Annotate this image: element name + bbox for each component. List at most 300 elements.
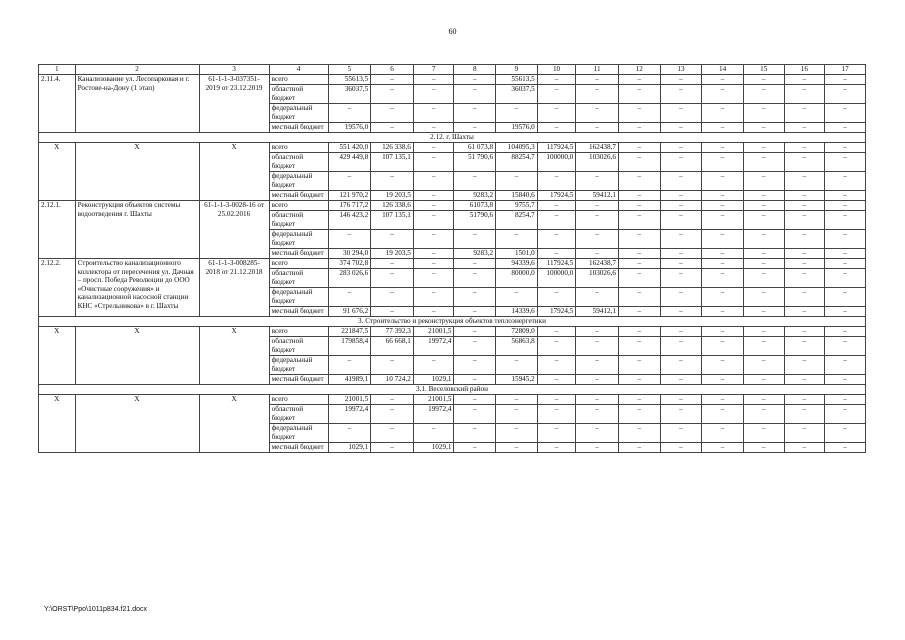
value-cell: – bbox=[537, 424, 576, 443]
value-cell: 162438,7 bbox=[576, 143, 619, 153]
value-cell: 221847,5 bbox=[328, 327, 371, 337]
value-cell: – bbox=[784, 424, 825, 443]
value-cell: – bbox=[784, 75, 825, 85]
value-cell: – bbox=[618, 249, 660, 259]
funding-source-label: всего bbox=[269, 259, 328, 269]
value-cell: 162438,7 bbox=[576, 259, 619, 269]
value-cell: 103026,6 bbox=[576, 153, 619, 172]
value-cell: – bbox=[660, 249, 702, 259]
funding-source-label: местный бюджет bbox=[269, 123, 328, 133]
value-cell: 1029,1 bbox=[413, 375, 454, 385]
funding-source-label: местный бюджет bbox=[269, 191, 328, 201]
section-row bbox=[39, 317, 866, 327]
header-row bbox=[39, 65, 866, 75]
value-cell: – bbox=[784, 356, 825, 375]
value-cell: – bbox=[537, 443, 576, 453]
value-cell: 41989,1 bbox=[328, 375, 371, 385]
value-cell: 117924,5 bbox=[537, 259, 576, 269]
header-cell: 2 bbox=[75, 65, 199, 75]
value-cell: – bbox=[413, 230, 454, 249]
value-cell: – bbox=[371, 259, 414, 269]
value-cell: – bbox=[743, 230, 784, 249]
value-cell: – bbox=[660, 337, 702, 356]
value-cell: 9755,7 bbox=[496, 201, 538, 211]
value-cell: – bbox=[371, 269, 414, 288]
value-cell: – bbox=[825, 443, 866, 453]
value-cell: – bbox=[825, 249, 866, 259]
value-cell: – bbox=[454, 259, 496, 269]
value-cell: – bbox=[454, 395, 496, 405]
value-cell: – bbox=[702, 211, 744, 230]
value-cell: – bbox=[660, 356, 702, 375]
value-cell: – bbox=[660, 201, 702, 211]
value-cell: – bbox=[825, 395, 866, 405]
value-cell: – bbox=[413, 123, 454, 133]
value-cell: – bbox=[660, 327, 702, 337]
value-cell: – bbox=[743, 443, 784, 453]
value-cell: – bbox=[537, 201, 576, 211]
value-cell: – bbox=[702, 395, 744, 405]
value-cell: – bbox=[537, 85, 576, 104]
value-cell: 10 724,2 bbox=[371, 375, 414, 385]
value-cell: – bbox=[576, 288, 619, 307]
value-cell: – bbox=[825, 143, 866, 153]
value-cell: – bbox=[660, 230, 702, 249]
header-cell: 3 bbox=[199, 65, 269, 75]
value-cell: 94339,6 bbox=[496, 259, 538, 269]
value-cell: – bbox=[825, 75, 866, 85]
value-cell: – bbox=[413, 85, 454, 104]
value-cell: – bbox=[660, 75, 702, 85]
value-cell: 100000,0 bbox=[537, 153, 576, 172]
value-cell: – bbox=[454, 356, 496, 375]
value-cell: – bbox=[743, 123, 784, 133]
value-cell: 15840,6 bbox=[496, 191, 538, 201]
value-cell: 374 702,8 bbox=[328, 259, 371, 269]
value-cell: – bbox=[576, 375, 619, 385]
value-cell: 15945,2 bbox=[496, 375, 538, 385]
value-cell: 17924,5 bbox=[537, 191, 576, 201]
table-row bbox=[39, 259, 866, 269]
value-cell: – bbox=[660, 288, 702, 307]
value-cell: – bbox=[743, 307, 784, 317]
value-cell: – bbox=[784, 230, 825, 249]
value-cell: – bbox=[496, 405, 538, 424]
value-cell: – bbox=[618, 85, 660, 104]
value-cell: – bbox=[784, 123, 825, 133]
value-cell: – bbox=[371, 424, 414, 443]
value-cell: – bbox=[784, 337, 825, 356]
section-row bbox=[39, 385, 866, 395]
value-cell: 9283,2 bbox=[454, 249, 496, 259]
value-cell: – bbox=[825, 327, 866, 337]
value-cell: – bbox=[371, 307, 414, 317]
value-cell: – bbox=[537, 405, 576, 424]
value-cell: – bbox=[743, 356, 784, 375]
value-cell: 19576,0 bbox=[496, 123, 538, 133]
value-cell: – bbox=[371, 75, 414, 85]
value-cell: – bbox=[371, 104, 414, 123]
value-cell: – bbox=[454, 288, 496, 307]
value-cell: – bbox=[743, 201, 784, 211]
value-cell: – bbox=[825, 259, 866, 269]
item-code: 2.12.2. bbox=[39, 259, 76, 317]
value-cell: – bbox=[702, 405, 744, 424]
value-cell: – bbox=[702, 85, 744, 104]
value-cell: – bbox=[743, 395, 784, 405]
value-cell: – bbox=[702, 104, 744, 123]
value-cell: – bbox=[576, 424, 619, 443]
funding-source-label: федеральный бюджет bbox=[269, 424, 328, 443]
value-cell: – bbox=[371, 288, 414, 307]
value-cell: – bbox=[328, 172, 371, 191]
value-cell: – bbox=[328, 424, 371, 443]
value-cell: – bbox=[825, 123, 866, 133]
value-cell: – bbox=[702, 75, 744, 85]
value-cell: – bbox=[743, 375, 784, 385]
value-cell: – bbox=[413, 288, 454, 307]
value-cell: – bbox=[537, 249, 576, 259]
value-cell: – bbox=[784, 249, 825, 259]
value-cell: – bbox=[660, 424, 702, 443]
item-name: Х bbox=[75, 395, 199, 453]
value-cell: 80000,0 bbox=[496, 269, 538, 288]
funding-source-label: федеральный бюджет bbox=[269, 288, 328, 307]
value-cell: 55613,5 bbox=[496, 75, 538, 85]
value-cell: 14339,6 bbox=[496, 307, 538, 317]
value-cell: – bbox=[537, 337, 576, 356]
value-cell: – bbox=[576, 443, 619, 453]
funding-source-label: областной бюджет bbox=[269, 85, 328, 104]
value-cell: – bbox=[784, 288, 825, 307]
value-cell: – bbox=[413, 259, 454, 269]
value-cell: – bbox=[576, 249, 619, 259]
value-cell: 1029,1 bbox=[413, 443, 454, 453]
value-cell: – bbox=[702, 123, 744, 133]
value-cell: – bbox=[576, 395, 619, 405]
value-cell: – bbox=[496, 172, 538, 191]
value-cell: – bbox=[618, 201, 660, 211]
value-cell: – bbox=[660, 269, 702, 288]
value-cell: – bbox=[660, 143, 702, 153]
header-cell: 6 bbox=[371, 65, 414, 75]
value-cell: – bbox=[537, 395, 576, 405]
value-cell: – bbox=[660, 443, 702, 453]
funding-source-label: федеральный бюджет bbox=[269, 104, 328, 123]
value-cell: – bbox=[618, 172, 660, 191]
header-cell: 1 bbox=[39, 65, 76, 75]
value-cell: – bbox=[743, 405, 784, 424]
value-cell: – bbox=[328, 104, 371, 123]
value-cell: – bbox=[784, 405, 825, 424]
value-cell: – bbox=[413, 153, 454, 172]
item-code: Х bbox=[39, 143, 76, 201]
value-cell: – bbox=[702, 172, 744, 191]
value-cell: – bbox=[702, 288, 744, 307]
value-cell: – bbox=[576, 75, 619, 85]
funding-source-label: областной бюджет bbox=[269, 153, 328, 172]
value-cell: – bbox=[660, 153, 702, 172]
funding-source-label: всего bbox=[269, 201, 328, 211]
value-cell: 17924,5 bbox=[537, 307, 576, 317]
header-cell: 12 bbox=[618, 65, 660, 75]
value-cell: – bbox=[660, 405, 702, 424]
header-cell: 14 bbox=[702, 65, 744, 75]
value-cell: – bbox=[618, 405, 660, 424]
value-cell: – bbox=[825, 307, 866, 317]
page-number: 60 bbox=[448, 27, 457, 36]
value-cell: – bbox=[743, 424, 784, 443]
value-cell: 8254,7 bbox=[496, 211, 538, 230]
value-cell: – bbox=[618, 143, 660, 153]
value-cell: – bbox=[660, 104, 702, 123]
value-cell: – bbox=[825, 356, 866, 375]
value-cell: – bbox=[454, 405, 496, 424]
value-cell: 100000,0 bbox=[537, 269, 576, 288]
value-cell: 21001,5 bbox=[413, 327, 454, 337]
value-cell: – bbox=[454, 269, 496, 288]
table-row bbox=[39, 75, 866, 85]
value-cell: 1501,0 bbox=[496, 249, 538, 259]
value-cell: – bbox=[784, 143, 825, 153]
value-cell: – bbox=[371, 230, 414, 249]
value-cell: 88254,7 bbox=[496, 153, 538, 172]
value-cell: – bbox=[454, 75, 496, 85]
value-cell: 77 392,3 bbox=[371, 327, 414, 337]
value-cell: – bbox=[618, 230, 660, 249]
item-document: Х bbox=[199, 327, 269, 385]
value-cell: 107 135,1 bbox=[371, 153, 414, 172]
value-cell: 1029,1 bbox=[328, 443, 371, 453]
header-cell: 15 bbox=[743, 65, 784, 75]
value-cell: – bbox=[618, 424, 660, 443]
funding-source-label: федеральный бюджет bbox=[269, 172, 328, 191]
value-cell: – bbox=[784, 259, 825, 269]
value-cell: – bbox=[371, 356, 414, 375]
value-cell: – bbox=[371, 405, 414, 424]
value-cell: – bbox=[825, 375, 866, 385]
value-cell: 72809,0 bbox=[496, 327, 538, 337]
value-cell: – bbox=[825, 288, 866, 307]
header-cell: 13 bbox=[660, 65, 702, 75]
value-cell: 51790,6 bbox=[454, 211, 496, 230]
value-cell: – bbox=[454, 230, 496, 249]
funding-source-label: всего bbox=[269, 395, 328, 405]
funding-source-label: областной бюджет bbox=[269, 405, 328, 424]
value-cell: – bbox=[576, 327, 619, 337]
value-cell: – bbox=[413, 307, 454, 317]
value-cell: – bbox=[743, 75, 784, 85]
value-cell: – bbox=[618, 443, 660, 453]
item-name: Реконструкция объектов системы водоотведения г. Шахты bbox=[75, 201, 199, 259]
value-cell: 146 423,2 bbox=[328, 211, 371, 230]
value-cell: – bbox=[743, 259, 784, 269]
value-cell: 103026,6 bbox=[576, 269, 619, 288]
header-cell: 16 bbox=[784, 65, 825, 75]
file-path-footer: Y:\ORST\Ppo\1011p834.f21.docx bbox=[44, 606, 147, 613]
item-document: 61-1-1-3-0028-16 от 25.02.2016 bbox=[199, 201, 269, 259]
value-cell: – bbox=[454, 375, 496, 385]
value-cell: – bbox=[618, 307, 660, 317]
value-cell: 19972,4 bbox=[328, 405, 371, 424]
value-cell: – bbox=[496, 230, 538, 249]
value-cell: – bbox=[496, 395, 538, 405]
value-cell: – bbox=[784, 153, 825, 172]
value-cell: – bbox=[496, 443, 538, 453]
value-cell: – bbox=[618, 259, 660, 269]
value-cell: 9283,2 bbox=[454, 191, 496, 201]
value-cell: 56863,8 bbox=[496, 337, 538, 356]
value-cell: – bbox=[702, 269, 744, 288]
table-row bbox=[39, 201, 866, 211]
value-cell: – bbox=[537, 230, 576, 249]
value-cell: – bbox=[660, 191, 702, 201]
value-cell: – bbox=[618, 327, 660, 337]
value-cell: – bbox=[743, 337, 784, 356]
value-cell: 59412,1 bbox=[576, 191, 619, 201]
value-cell: – bbox=[743, 172, 784, 191]
value-cell: – bbox=[784, 327, 825, 337]
value-cell: – bbox=[454, 307, 496, 317]
value-cell: – bbox=[660, 211, 702, 230]
value-cell: 121 970,2 bbox=[328, 191, 371, 201]
value-cell: – bbox=[618, 153, 660, 172]
funding-source-label: областной бюджет bbox=[269, 211, 328, 230]
header-cell: 17 bbox=[825, 65, 866, 75]
item-document: 61-1-1-3-008285-2018 от 21.12.2018 bbox=[199, 259, 269, 317]
value-cell: – bbox=[702, 230, 744, 249]
value-cell: – bbox=[576, 172, 619, 191]
value-cell: – bbox=[537, 375, 576, 385]
funding-source-label: местный бюджет bbox=[269, 249, 328, 259]
value-cell: – bbox=[496, 356, 538, 375]
value-cell: 429 449,8 bbox=[328, 153, 371, 172]
value-cell: – bbox=[328, 356, 371, 375]
header-cell: 10 bbox=[537, 65, 576, 75]
value-cell: 19972,4 bbox=[413, 337, 454, 356]
value-cell: – bbox=[702, 307, 744, 317]
value-cell: – bbox=[454, 172, 496, 191]
value-cell: – bbox=[702, 259, 744, 269]
value-cell: – bbox=[413, 269, 454, 288]
value-cell: 117924,5 bbox=[537, 143, 576, 153]
value-cell: – bbox=[702, 249, 744, 259]
item-code: 2.12.1. bbox=[39, 201, 76, 259]
value-cell: – bbox=[618, 75, 660, 85]
value-cell: – bbox=[576, 104, 619, 123]
value-cell: – bbox=[537, 75, 576, 85]
value-cell: – bbox=[413, 356, 454, 375]
value-cell: – bbox=[454, 424, 496, 443]
value-cell: – bbox=[825, 230, 866, 249]
value-cell: – bbox=[660, 123, 702, 133]
item-code: Х bbox=[39, 327, 76, 385]
value-cell: – bbox=[660, 395, 702, 405]
section-title: 3.1. Веселовский район bbox=[39, 385, 866, 395]
funding-source-label: местный бюджет bbox=[269, 375, 328, 385]
value-cell: 179858,4 bbox=[328, 337, 371, 356]
value-cell: – bbox=[825, 201, 866, 211]
value-cell: 59412,1 bbox=[576, 307, 619, 317]
value-cell: – bbox=[328, 288, 371, 307]
value-cell: – bbox=[825, 337, 866, 356]
funding-source-label: местный бюджет bbox=[269, 443, 328, 453]
value-cell: – bbox=[702, 424, 744, 443]
value-cell: – bbox=[371, 443, 414, 453]
item-document: Х bbox=[199, 143, 269, 201]
item-name: Канализование ул. Лесопарковая и г. Ростове-на-Дону (1 этап) bbox=[75, 75, 199, 133]
value-cell: – bbox=[537, 327, 576, 337]
header-cell: 7 bbox=[413, 65, 454, 75]
value-cell: 19972,4 bbox=[413, 405, 454, 424]
value-cell: – bbox=[413, 143, 454, 153]
value-cell: – bbox=[702, 356, 744, 375]
value-cell: – bbox=[660, 375, 702, 385]
value-cell: – bbox=[825, 191, 866, 201]
value-cell: – bbox=[454, 85, 496, 104]
value-cell: – bbox=[618, 191, 660, 201]
value-cell: – bbox=[618, 211, 660, 230]
value-cell: – bbox=[371, 85, 414, 104]
value-cell: – bbox=[454, 104, 496, 123]
value-cell: – bbox=[825, 85, 866, 104]
value-cell: – bbox=[371, 395, 414, 405]
value-cell: – bbox=[618, 375, 660, 385]
value-cell: – bbox=[660, 259, 702, 269]
value-cell: – bbox=[537, 288, 576, 307]
value-cell: – bbox=[576, 405, 619, 424]
table-row bbox=[39, 327, 866, 337]
value-cell: 19576,0 bbox=[328, 123, 371, 133]
funding-source-label: всего bbox=[269, 143, 328, 153]
value-cell: – bbox=[496, 288, 538, 307]
value-cell: – bbox=[537, 123, 576, 133]
value-cell: – bbox=[784, 201, 825, 211]
value-cell: – bbox=[784, 172, 825, 191]
value-cell: – bbox=[454, 327, 496, 337]
value-cell: – bbox=[784, 85, 825, 104]
item-name: Х bbox=[75, 143, 199, 201]
item-code: 2.11.4. bbox=[39, 75, 76, 133]
value-cell: – bbox=[825, 153, 866, 172]
value-cell: – bbox=[618, 288, 660, 307]
value-cell: – bbox=[576, 123, 619, 133]
section-row bbox=[39, 133, 866, 143]
funding-source-label: областной бюджет bbox=[269, 337, 328, 356]
value-cell: – bbox=[702, 153, 744, 172]
value-cell: – bbox=[413, 172, 454, 191]
value-cell: – bbox=[576, 85, 619, 104]
value-cell: – bbox=[784, 104, 825, 123]
value-cell: 30 294,0 bbox=[328, 249, 371, 259]
value-cell: 36037,5 bbox=[496, 85, 538, 104]
funding-source-label: федеральный бюджет bbox=[269, 356, 328, 375]
value-cell: 551 420,0 bbox=[328, 143, 371, 153]
value-cell: – bbox=[618, 123, 660, 133]
value-cell: – bbox=[618, 337, 660, 356]
item-name: Строительство канализационного коллектора от пересечения ул. Дачная – просп. Победа Революции до ООО «Очистные сооружения» и канализационной насосной станции КНС «Стрельникова» в г. Шахты bbox=[75, 259, 199, 317]
value-cell: – bbox=[371, 123, 414, 133]
value-cell: – bbox=[743, 211, 784, 230]
value-cell: – bbox=[660, 307, 702, 317]
value-cell: – bbox=[537, 211, 576, 230]
value-cell: – bbox=[743, 143, 784, 153]
value-cell: – bbox=[743, 288, 784, 307]
value-cell: – bbox=[576, 211, 619, 230]
section-title: 3. Строительство и реконструкция объектов теплоэнергетики bbox=[39, 317, 866, 327]
value-cell: – bbox=[743, 249, 784, 259]
value-cell: – bbox=[702, 201, 744, 211]
